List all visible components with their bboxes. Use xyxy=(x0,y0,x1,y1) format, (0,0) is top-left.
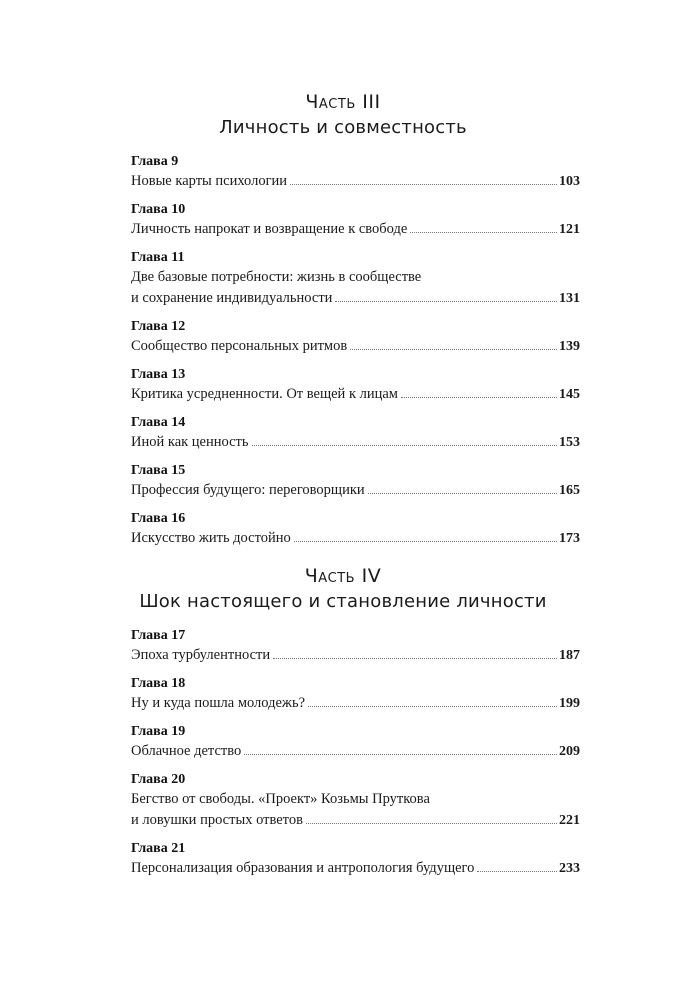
dot-leader xyxy=(290,183,557,185)
chapter-title-row xyxy=(131,288,580,309)
chapter-title-row xyxy=(131,336,580,357)
chapter-label: Глава 14 xyxy=(131,415,186,430)
chapter-label: Глава 9 xyxy=(131,154,179,169)
chapter-label: Глава 12 xyxy=(131,319,186,334)
page-number: 103 xyxy=(559,174,580,189)
dot-leader xyxy=(294,540,557,542)
chapter-label: Глава 19 xyxy=(131,724,186,739)
page-number: 121 xyxy=(559,222,580,237)
page-number: 173 xyxy=(559,531,580,546)
part-label: Часть IV xyxy=(304,565,382,587)
toc-entry[interactable] xyxy=(131,627,580,666)
dot-leader xyxy=(244,753,557,755)
dot-leader xyxy=(252,444,557,446)
dot-leader xyxy=(308,705,557,707)
toc-entry[interactable] xyxy=(131,249,580,309)
chapter-title-row xyxy=(131,480,580,501)
chapter-title: Иной как ценность xyxy=(131,434,249,450)
page-number: 145 xyxy=(559,387,580,402)
part-4-chapter-list xyxy=(131,627,580,888)
dot-leader xyxy=(410,231,557,233)
toc-entry[interactable] xyxy=(131,510,580,549)
page-number: 131 xyxy=(559,291,580,306)
page-number: 187 xyxy=(559,648,580,663)
part-label: Часть III xyxy=(305,91,381,113)
part-3-chapter-list xyxy=(131,153,580,558)
dot-leader xyxy=(306,822,557,824)
part-title: Шок настоящего и становление личности xyxy=(139,591,547,612)
page-number: 165 xyxy=(559,483,580,498)
dot-leader xyxy=(273,657,557,659)
chapter-title-line: Бегство от свободы. «Проект» Козьмы Пруткова xyxy=(131,791,430,807)
chapter-title: Ну и куда пошла молодежь? xyxy=(131,695,305,711)
page-number: 139 xyxy=(559,339,580,354)
chapter-label: Глава 20 xyxy=(131,772,186,787)
toc-entry[interactable] xyxy=(131,723,580,762)
chapter-label: Глава 10 xyxy=(131,202,186,217)
chapter-title: Критика усредненности. От вещей к лицам xyxy=(131,386,398,402)
chapter-title: Сообщество персональных ритмов xyxy=(131,338,348,354)
chapter-title-row xyxy=(131,693,580,714)
toc-entry[interactable] xyxy=(131,153,580,192)
page-number: 153 xyxy=(559,435,580,450)
chapter-title: Облачное детство xyxy=(131,743,242,759)
chapter-title-row xyxy=(131,741,580,762)
chapter-title: Персонализация образования и антропология будущего xyxy=(131,860,475,876)
chapter-title-row xyxy=(131,219,580,240)
page-number: 199 xyxy=(559,696,580,711)
toc-entry[interactable] xyxy=(131,414,580,453)
chapter-label: Глава 16 xyxy=(131,511,186,526)
chapter-label: Глава 21 xyxy=(131,841,186,856)
part-title: Личность и совместность xyxy=(219,117,467,138)
chapter-title: Эпоха турбулентности xyxy=(131,647,271,663)
toc-entry[interactable] xyxy=(131,318,580,357)
chapter-title: и ловушки простых ответов xyxy=(131,812,303,828)
chapter-title: и сохранение индивидуальности xyxy=(131,290,333,306)
chapter-title-row xyxy=(131,528,580,549)
dot-leader xyxy=(368,492,557,494)
dot-leader xyxy=(350,348,557,350)
toc-entry[interactable] xyxy=(131,201,580,240)
chapter-title-row xyxy=(131,171,580,192)
chapter-label: Глава 18 xyxy=(131,676,186,691)
chapter-label: Глава 11 xyxy=(131,250,185,265)
toc-entry[interactable] xyxy=(131,771,580,831)
chapter-label: Глава 13 xyxy=(131,367,186,382)
chapter-title: Личность напрокат и возвращение к свободе xyxy=(131,221,408,237)
part-4-header xyxy=(0,564,686,614)
chapter-title-line: Две базовые потребности: жизнь в сообществе xyxy=(131,269,422,285)
chapter-label: Глава 15 xyxy=(131,463,186,478)
chapter-title-row xyxy=(131,645,580,666)
toc-entry[interactable] xyxy=(131,462,580,501)
dot-leader xyxy=(401,396,557,398)
chapter-title-row xyxy=(131,858,580,879)
toc-entry[interactable] xyxy=(131,840,580,879)
page-number: 209 xyxy=(559,744,580,759)
chapter-title-row xyxy=(131,432,580,453)
chapter-title: Новые карты психологии xyxy=(131,173,288,189)
page-number: 221 xyxy=(559,813,580,828)
chapter-label: Глава 17 xyxy=(131,628,186,643)
toc-entry[interactable] xyxy=(131,366,580,405)
chapter-title-row xyxy=(131,810,580,831)
toc-entry[interactable] xyxy=(131,675,580,714)
page-number: 233 xyxy=(559,861,580,876)
dot-leader xyxy=(335,300,557,302)
chapter-title: Профессия будущего: переговорщики xyxy=(131,482,365,498)
dot-leader xyxy=(477,870,557,872)
part-3-header xyxy=(0,90,686,140)
chapter-title: Искусство жить достойно xyxy=(131,530,291,546)
chapter-title-row xyxy=(131,384,580,405)
